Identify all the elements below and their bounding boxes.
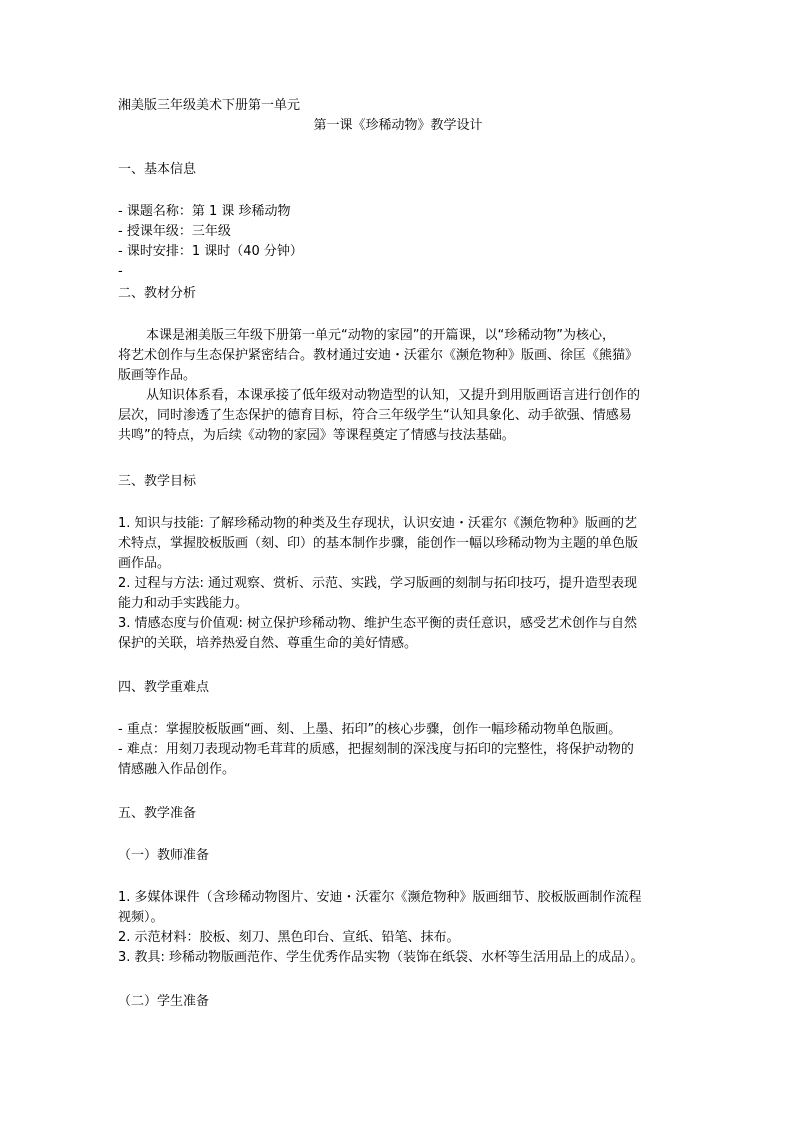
list-item: - 课题名称：第 1 课 珍稀动物: [118, 204, 291, 219]
list-item: - 课时安排：1 课时（40 分钟）: [118, 244, 303, 259]
goal-line: 术特点，掌握胶板版画（刻、印）的基本制作步骤，能创作一幅以珍稀动物为主题的单色版: [118, 536, 639, 551]
paragraph-line: 版画等作品。: [118, 368, 197, 383]
preparation-line: 3. 教具: 珍稀动物版画范作、学生优秀作品实物（装饰在纸袋、水杯等生活用品上的成品）。: [118, 950, 644, 965]
goal-line: 1. 知识与技能: 了解珍稀动物的种类及生存现状，认识安迪・沃霍尔《濒危物种》版画的艺: [118, 516, 638, 531]
goal-line: 2. 过程与方法: 通过观察、赏析、示范、实践，学习版画的刻制与拓印技巧，提升造型表现: [118, 576, 638, 591]
document-series: 湘美版三年级美术下册第一单元: [118, 98, 301, 113]
goal-line: 能力和动手实践能力。: [118, 596, 249, 611]
difficulty-line: - 难点：用刻刀表现动物毛茸茸的质感，把握刻制的深浅度与拓印的完整性，将保护动物的: [118, 742, 634, 757]
paragraph-line: 层次，同时渗透了生态保护的德育目标，符合三年级学生“认知具象化、动手欲强、情感易: [118, 408, 632, 423]
key-point-line: - 重点：掌握胶板版画“画、刻、上墨、拓印”的核心步骤，创作一幅珍稀动物单色版画。: [118, 722, 622, 737]
goal-line: 3. 情感态度与价值观: 树立保护珍稀动物、维护生态平衡的责任意识，感受艺术创作与自然: [118, 616, 638, 631]
list-item: - 授课年级：三年级: [118, 224, 231, 239]
paragraph-line: 共鸣”的特点，为后续《动物的家园》等课程奠定了情感与技法基础。: [118, 428, 515, 443]
preparation-line: 视频）。: [118, 910, 164, 925]
list-item: -: [118, 264, 123, 279]
section-heading-preparation: 五、教学准备: [118, 806, 197, 821]
goal-line: 保护的关联，培养热爱自然、尊重生命的美好情感。: [118, 636, 418, 651]
subheading-student-preparation: （二）学生准备: [118, 994, 210, 1009]
subheading-teacher-preparation: （一）教师准备: [118, 848, 210, 863]
difficulty-line: 情感融入作品创作。: [118, 762, 236, 777]
preparation-line: 2. 示范材料：胶板、刻刀、黑色印台、宣纸、铅笔、抹布。: [118, 930, 460, 945]
goal-line: 画作品。: [118, 556, 171, 571]
section-heading-teaching-goals: 三、教学目标: [118, 474, 197, 489]
section-heading-key-points: 四、教学重难点: [118, 680, 210, 695]
preparation-line: 1. 多媒体课件（含珍稀动物图片、安迪・沃霍尔《濒危物种》版画细节、胶板版画制作流程: [118, 890, 642, 905]
document-title: 第一课《珍稀动物》教学设计: [313, 118, 483, 133]
paragraph-line: 从知识体系看，本课承接了低年级对动物造型的认知，又提升到用版画语言进行创作的: [146, 388, 641, 403]
paragraph-line: 本课是湘美版三年级下册第一单元“动物的家园”的开篇课，以“珍稀动物”为核心，: [146, 328, 615, 343]
section-heading-basic-info: 一、基本信息: [118, 162, 197, 177]
paragraph-line: 将艺术创作与生态保护紧密结合。教材通过安迪・沃霍尔《濒危物种》版画、徐匡《熊猫》: [118, 348, 639, 363]
section-heading-material-analysis: 二、教材分析: [118, 286, 197, 301]
